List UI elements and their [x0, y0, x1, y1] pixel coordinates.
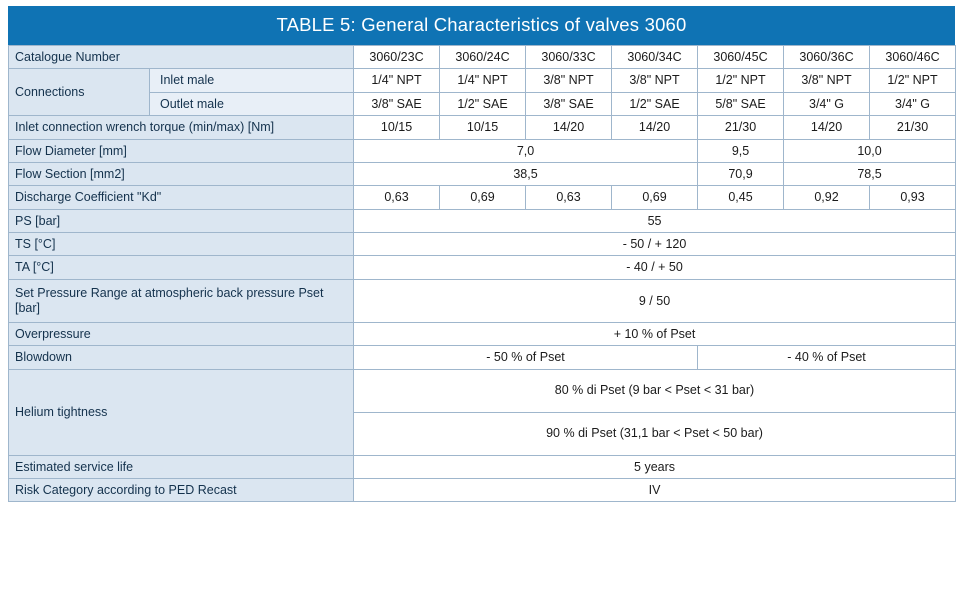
risk-category-label: Risk Category according to PED Recast — [9, 478, 354, 501]
blowdown-value: - 50 % of Pset — [354, 346, 698, 369]
wrench-torque-value: 10/15 — [354, 116, 440, 139]
catalogue-number-value: 3060/45C — [698, 46, 784, 69]
catalogue-number-value: 3060/23C — [354, 46, 440, 69]
inlet-male-value: 3/8" NPT — [784, 69, 870, 92]
discharge-coefficient-value: 0,93 — [870, 186, 956, 209]
blowdown-value: - 40 % of Pset — [698, 346, 956, 369]
blowdown-label: Blowdown — [9, 346, 354, 369]
flow-section-value: 38,5 — [354, 162, 698, 185]
table-row — [9, 69, 956, 92]
table-row — [9, 279, 956, 322]
wrench-torque-value: 21/30 — [870, 116, 956, 139]
helium-tightness-label: Helium tightness — [9, 369, 354, 455]
catalogue-number-value: 3060/34C — [612, 46, 698, 69]
flow-section-value: 70,9 — [698, 162, 784, 185]
table-row — [9, 256, 956, 279]
discharge-coefficient-value: 0,69 — [440, 186, 526, 209]
discharge-coefficient-value: 0,63 — [354, 186, 440, 209]
table-row — [9, 346, 956, 369]
inlet-male-value: 1/4" NPT — [440, 69, 526, 92]
wrench-torque-value: 14/20 — [612, 116, 698, 139]
inlet-male-value: 1/2" NPT — [870, 69, 956, 92]
risk-category-value: IV — [354, 478, 956, 501]
table-title: TABLE 5: General Characteristics of valves 3060 — [8, 6, 955, 45]
inlet-male-value: 3/8" NPT — [612, 69, 698, 92]
outlet-male-value: 3/4" G — [784, 92, 870, 115]
table-row — [9, 139, 956, 162]
discharge-coefficient-label: Discharge Coefficient "Kd" — [9, 186, 354, 209]
outlet-male-value: 3/8" SAE — [526, 92, 612, 115]
ts-value: - 50 / + 120 — [354, 233, 956, 256]
table-row — [9, 455, 956, 478]
flow-section-label: Flow Section [mm2] — [9, 162, 354, 185]
ps-value: 55 — [354, 209, 956, 232]
ps-label: PS [bar] — [9, 209, 354, 232]
flow-diameter-value: 9,5 — [698, 139, 784, 162]
inlet-male-label: Inlet male — [150, 69, 354, 92]
service-life-value: 5 years — [354, 455, 956, 478]
overpressure-label: Overpressure — [9, 322, 354, 345]
catalogue-number-value: 3060/36C — [784, 46, 870, 69]
catalogue-number-value: 3060/24C — [440, 46, 526, 69]
wrench-torque-value: 14/20 — [526, 116, 612, 139]
outlet-male-value: 5/8" SAE — [698, 92, 784, 115]
flow-diameter-value: 7,0 — [354, 139, 698, 162]
outlet-male-value: 1/2" SAE — [612, 92, 698, 115]
table-row — [9, 209, 956, 232]
flow-diameter-label: Flow Diameter [mm] — [9, 139, 354, 162]
catalogue-number-value: 3060/46C — [870, 46, 956, 69]
set-pressure-range-value: 9 / 50 — [354, 279, 956, 322]
flow-section-value: 78,5 — [784, 162, 956, 185]
outlet-male-value: 3/4" G — [870, 92, 956, 115]
wrench-torque-value: 21/30 — [698, 116, 784, 139]
table-row — [9, 233, 956, 256]
outlet-male-value: 1/2" SAE — [440, 92, 526, 115]
outlet-male-label: Outlet male — [150, 92, 354, 115]
ta-label: TA [°C] — [9, 256, 354, 279]
discharge-coefficient-value: 0,92 — [784, 186, 870, 209]
helium-tightness-value: 90 % di Pset (31,1 bar < Pset < 50 bar) — [354, 412, 956, 455]
general-characteristics-table — [8, 45, 956, 502]
helium-tightness-value: 80 % di Pset (9 bar < Pset < 31 bar) — [354, 369, 956, 412]
connections-label: Connections — [9, 69, 150, 116]
inlet-male-value: 3/8" NPT — [526, 69, 612, 92]
table-row — [9, 46, 956, 69]
table-row — [9, 92, 956, 115]
service-life-label: Estimated service life — [9, 455, 354, 478]
table-row — [9, 116, 956, 139]
inlet-male-value: 1/2" NPT — [698, 69, 784, 92]
inlet-male-value: 1/4" NPT — [354, 69, 440, 92]
wrench-torque-value: 10/15 — [440, 116, 526, 139]
set-pressure-range-label: Set Pressure Range at atmospheric back pressure Pset [bar] — [9, 279, 354, 322]
table-row — [9, 186, 956, 209]
wrench-torque-value: 14/20 — [784, 116, 870, 139]
table-row — [9, 369, 956, 412]
outlet-male-value: 3/8" SAE — [354, 92, 440, 115]
table-row — [9, 478, 956, 501]
discharge-coefficient-value: 0,45 — [698, 186, 784, 209]
table-row — [9, 322, 956, 345]
table-row — [9, 162, 956, 185]
wrench-torque-label: Inlet connection wrench torque (min/max) [Nm] — [9, 116, 354, 139]
catalogue-number-value: 3060/33C — [526, 46, 612, 69]
flow-diameter-value: 10,0 — [784, 139, 956, 162]
overpressure-value: + 10 % of Pset — [354, 322, 956, 345]
ts-label: TS [°C] — [9, 233, 354, 256]
catalogue-number-label: Catalogue Number — [9, 46, 354, 69]
discharge-coefficient-value: 0,63 — [526, 186, 612, 209]
ta-value: - 40 / + 50 — [354, 256, 956, 279]
discharge-coefficient-value: 0,69 — [612, 186, 698, 209]
